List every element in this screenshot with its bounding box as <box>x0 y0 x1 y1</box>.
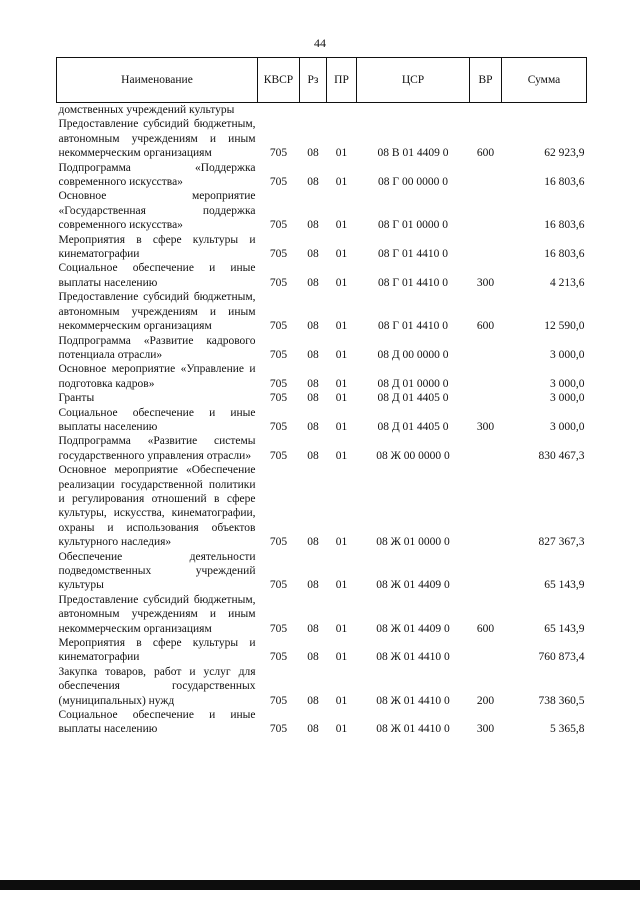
cell-csr: 08 В 01 4409 0 <box>377 147 449 160</box>
table-row <box>57 161 587 190</box>
cell-pr <box>327 103 357 118</box>
cell-vr: 600 <box>476 147 495 160</box>
table-header <box>57 58 587 103</box>
cell-kvsr: 705 <box>269 147 288 160</box>
cell-vr <box>470 434 502 463</box>
cell-csr: 08 Д 00 0000 0 <box>377 348 449 361</box>
cell-sum: 16 803,6 <box>544 219 585 232</box>
cell-kvsr: 705 <box>269 248 288 261</box>
cell-kvsr: 705 <box>269 420 288 433</box>
cell-pr: 01 <box>335 377 348 390</box>
cell-name: Мероприятия в сфере культуры и кинематографии <box>58 233 256 261</box>
cell-rz: 08 <box>307 579 319 592</box>
cell-pr: 01 <box>335 147 348 160</box>
cell-sum: 65 143,9 <box>544 622 585 635</box>
cell-csr <box>357 103 470 118</box>
cell-kvsr: 705 <box>269 176 288 189</box>
header-pr: ПР <box>327 58 357 103</box>
cell-name: Предоставление субсидий бюджетным, автономным учреждениям и иным некоммерческим организациям <box>58 118 256 160</box>
cell-pr: 01 <box>335 320 348 333</box>
header-vr: ВР <box>470 58 502 103</box>
cell-kvsr: 705 <box>269 392 288 405</box>
table-row <box>57 708 587 737</box>
cell-pr: 01 <box>335 723 348 736</box>
cell-vr <box>470 362 502 391</box>
cell-rz: 08 <box>307 723 319 736</box>
cell-vr <box>470 463 502 549</box>
scan-edge-bar <box>0 880 640 890</box>
cell-sum: 5 365,8 <box>550 723 585 736</box>
table-row <box>57 362 587 391</box>
cell-vr <box>470 550 502 593</box>
cell-pr: 01 <box>335 248 348 261</box>
cell-pr: 01 <box>335 276 348 289</box>
cell-name: Социальное обеспечение и иные выплаты населению <box>58 406 256 433</box>
cell-pr: 01 <box>335 176 348 189</box>
header-name: Наименование <box>57 58 258 103</box>
page-number: 44 <box>314 36 326 50</box>
cell-vr: 300 <box>476 420 495 433</box>
cell-csr: 08 Ж 01 4409 0 <box>376 622 450 635</box>
cell-kvsr: 705 <box>269 536 288 549</box>
cell-csr: 08 Ж 00 0000 0 <box>376 449 450 462</box>
table-row <box>57 636 587 665</box>
cell-kvsr: 705 <box>269 449 288 462</box>
cell-rz: 08 <box>307 248 319 261</box>
cell-pr: 01 <box>335 651 348 664</box>
cell-vr: 200 <box>476 694 495 707</box>
cell-kvsr: 705 <box>269 276 288 289</box>
cell-csr: 08 Д 01 0000 0 <box>377 377 449 390</box>
cell-pr: 01 <box>335 219 348 232</box>
cell-name: Подпрограмма «Развитие кадрового потенциала отрасли» <box>58 334 256 361</box>
table-row <box>57 406 587 435</box>
cell-rz: 08 <box>307 276 319 289</box>
cell-csr: 08 Ж 01 4409 0 <box>376 579 450 592</box>
cell-vr <box>470 334 502 363</box>
cell-vr: 300 <box>476 276 495 289</box>
cell-name: Социальное обеспечение и иные выплаты населению <box>58 709 256 736</box>
cell-rz: 08 <box>307 392 319 405</box>
cell-sum: 738 360,5 <box>538 694 585 707</box>
cell-pr: 01 <box>335 536 348 549</box>
cell-kvsr: 705 <box>269 219 288 232</box>
cell-rz: 08 <box>307 536 319 549</box>
table-row <box>57 391 587 405</box>
cell-name: Подпрограмма «Развитие системы государственного управления отрасли» <box>58 435 256 462</box>
cell-name: Предоставление субсидий бюджетным, автономным учреждениям и иным некоммерческим организациям <box>58 291 256 333</box>
cell-rz: 08 <box>307 176 319 189</box>
cell-pr: 01 <box>335 622 348 635</box>
cell-vr: 300 <box>476 723 495 736</box>
table-row <box>57 189 587 232</box>
cell-rz: 08 <box>307 651 319 664</box>
cell-name: Гранты <box>58 392 95 405</box>
cell-name: Основное мероприятие «Государственная поддержка современного искусства» <box>58 190 256 232</box>
cell-kvsr: 705 <box>269 377 288 390</box>
table-row <box>57 261 587 290</box>
table-row <box>57 233 587 262</box>
table-row <box>57 593 587 636</box>
cell-name: Подпрограмма «Поддержка современного искусства» <box>58 161 256 189</box>
cell-kvsr: 705 <box>269 622 288 635</box>
table-row <box>57 463 587 549</box>
cell-csr: 08 Ж 01 4410 0 <box>376 723 450 736</box>
header-rz: Рз <box>300 58 327 103</box>
cell-csr: 08 Д 01 4405 0 <box>377 392 449 405</box>
cell-pr: 01 <box>335 449 348 462</box>
cell-csr: 08 Г 01 4410 0 <box>378 248 448 261</box>
cell-rz: 08 <box>307 420 319 433</box>
cell-vr <box>470 161 502 190</box>
cell-name: Закупка товаров, работ и услуг для обеспечения государственных (муниципальных) нужд <box>58 665 256 707</box>
cell-csr: 08 Д 01 4405 0 <box>377 420 449 433</box>
cell-sum: 3 000,0 <box>550 348 585 361</box>
cell-name: Мероприятия в сфере культуры и кинематографии <box>58 637 256 664</box>
cell-sum: 3 000,0 <box>550 420 585 433</box>
cell-sum: 3 000,0 <box>550 392 585 405</box>
table-row <box>57 550 587 593</box>
header-csr: ЦСР <box>357 58 470 103</box>
cell-pr: 01 <box>335 694 348 707</box>
cell-sum: 62 923,9 <box>544 147 585 160</box>
cell-vr <box>470 391 502 405</box>
cell-sum: 827 367,3 <box>538 536 585 549</box>
cell-sum: 16 803,6 <box>544 248 585 261</box>
cell-vr <box>470 233 502 262</box>
table-row <box>57 334 587 363</box>
cell-kvsr: 705 <box>269 723 288 736</box>
table-row <box>57 290 587 333</box>
cell-csr: 08 Ж 01 0000 0 <box>376 536 450 549</box>
cell-vr: 600 <box>476 622 495 635</box>
cell-name: Социальное обеспечение и иные выплаты населению <box>58 262 256 289</box>
cell-vr <box>470 636 502 665</box>
cell-sum <box>502 103 587 118</box>
cell-sum: 12 590,0 <box>544 320 585 333</box>
table-row <box>57 665 587 708</box>
cell-csr: 08 Ж 01 4410 0 <box>376 651 450 664</box>
cell-csr: 08 Г 01 4410 0 <box>378 320 448 333</box>
cell-pr: 01 <box>335 579 348 592</box>
cell-rz: 08 <box>307 377 319 390</box>
table-row <box>57 117 587 160</box>
cell-pr: 01 <box>335 420 348 433</box>
cell-rz: 08 <box>307 219 319 232</box>
cell-name: Основное мероприятие «Обеспечение реализации государственной политики и регулирования отношений в сфере культуры, искусства, кинематографии, охраны и использования объектов культурного наследия» <box>58 464 256 549</box>
cell-csr: 08 Ж 01 4410 0 <box>376 694 450 707</box>
cell-name: Обеспечение деятельности подведомственных учреждений культуры <box>58 550 256 592</box>
cell-kvsr: 705 <box>269 348 288 361</box>
cell-sum: 830 467,3 <box>538 449 585 462</box>
table-body <box>57 103 587 737</box>
cell-sum: 760 873,4 <box>538 651 585 664</box>
cell-rz: 08 <box>307 320 319 333</box>
budget-table <box>56 57 587 737</box>
cell-sum: 3 000,0 <box>550 377 585 390</box>
table-row <box>57 434 587 463</box>
cell-csr: 08 Г 00 0000 0 <box>378 176 448 189</box>
cell-pr: 01 <box>335 392 348 405</box>
cell-name: Основное мероприятие «Управление и подготовка кадров» <box>58 363 256 390</box>
cell-name: Предоставление субсидий бюджетным, автономным учреждениям и иным некоммерческим организациям <box>58 593 256 635</box>
cell-rz: 08 <box>307 147 319 160</box>
cell-kvsr: 705 <box>269 651 288 664</box>
cell-rz: 08 <box>307 449 319 462</box>
cell-name: домственных учреждений культуры <box>58 104 235 116</box>
cell-rz <box>300 103 327 118</box>
table-row <box>57 103 587 118</box>
cell-kvsr <box>258 103 300 118</box>
cell-sum: 4 213,6 <box>550 276 585 289</box>
cell-sum: 65 143,9 <box>544 579 585 592</box>
cell-rz: 08 <box>307 622 319 635</box>
cell-vr <box>470 103 502 118</box>
cell-kvsr: 705 <box>269 320 288 333</box>
header-sum: Сумма <box>502 58 587 103</box>
cell-kvsr: 705 <box>269 579 288 592</box>
cell-rz: 08 <box>307 694 319 707</box>
cell-kvsr: 705 <box>269 694 288 707</box>
cell-sum: 16 803,6 <box>544 176 585 189</box>
cell-vr: 600 <box>476 320 495 333</box>
cell-vr <box>470 189 502 232</box>
cell-rz: 08 <box>307 348 319 361</box>
cell-pr: 01 <box>335 348 348 361</box>
cell-csr: 08 Г 01 4410 0 <box>378 276 448 289</box>
cell-csr: 08 Г 01 0000 0 <box>378 219 448 232</box>
header-kvsr: КВСР <box>258 58 300 103</box>
